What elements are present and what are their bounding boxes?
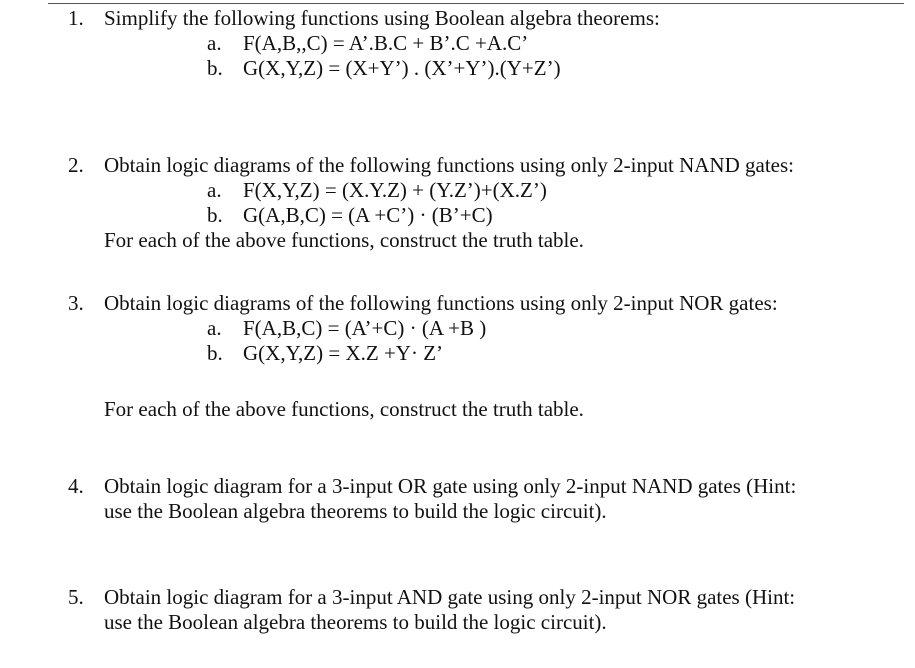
question-3-note: For each of the above functions, construct the truth table. — [104, 397, 584, 421]
question-3-item-a-letter: a. — [207, 316, 222, 340]
question-1-number: 1. — [68, 6, 84, 30]
top-border-line — [48, 3, 904, 4]
question-1-item-a-letter: a. — [207, 31, 222, 55]
question-2-note: For each of the above functions, construct the truth table. — [104, 228, 584, 252]
question-4-line-1: Obtain logic diagram for a 3-input OR gate using only 2-input NAND gates (Hint: — [104, 474, 797, 498]
question-1-text: Simplify the following functions using Boolean algebra theorems: — [104, 6, 660, 30]
question-3-text: Obtain logic diagrams of the following functions using only 2-input NOR gates: — [104, 291, 778, 315]
question-5-number: 5. — [68, 585, 84, 609]
question-2-item-b-letter: b. — [207, 203, 223, 227]
question-1-item-b — [207, 56, 561, 81]
question-4-line-2: use the Boolean algebra theorems to build the logic circuit). — [104, 499, 607, 523]
question-2-item-a-letter: a. — [207, 178, 222, 202]
question-3-item-b-text: G(X,Y,Z) = X.Z +Y· Z’ — [243, 341, 444, 365]
question-3-number: 3. — [68, 291, 84, 315]
question-1-item-b-text: G(X,Y,Z) = (X+Y’) . (X’+Y’).(Y+Z’) — [243, 56, 561, 80]
question-3-item-a-text: F(A,B,C) = (A’+C) · (A +B ) — [243, 316, 487, 340]
question-3-item-b — [207, 341, 443, 366]
question-2-text: Obtain logic diagrams of the following functions using only 2-input NAND gates: — [104, 153, 794, 177]
question-2-item-a — [207, 178, 547, 203]
question-3-item-b-letter: b. — [207, 341, 223, 365]
question-4-number: 4. — [68, 474, 84, 498]
question-5-line-1: Obtain logic diagram for a 3-input AND gate using only 2-input NOR gates (Hint: — [104, 585, 796, 609]
question-5-line-2: use the Boolean algebra theorems to build the logic circuit). — [104, 610, 607, 634]
question-1-item-b-letter: b. — [207, 56, 223, 80]
question-2-number: 2. — [68, 153, 84, 177]
question-2-item-a-text: F(X,Y,Z) = (X.Y.Z) + (Y.Z’)+(X.Z’) — [243, 178, 547, 202]
question-1-item-a — [207, 31, 528, 56]
question-2-item-b-text: G(A,B,C) = (A +C’) · (B’+C) — [243, 203, 493, 227]
question-3-item-a — [207, 316, 486, 341]
question-1-item-a-text: F(A,B,,C) = A’.B.C + B’.C +A.C’ — [243, 31, 529, 55]
question-2-item-b — [207, 203, 493, 228]
